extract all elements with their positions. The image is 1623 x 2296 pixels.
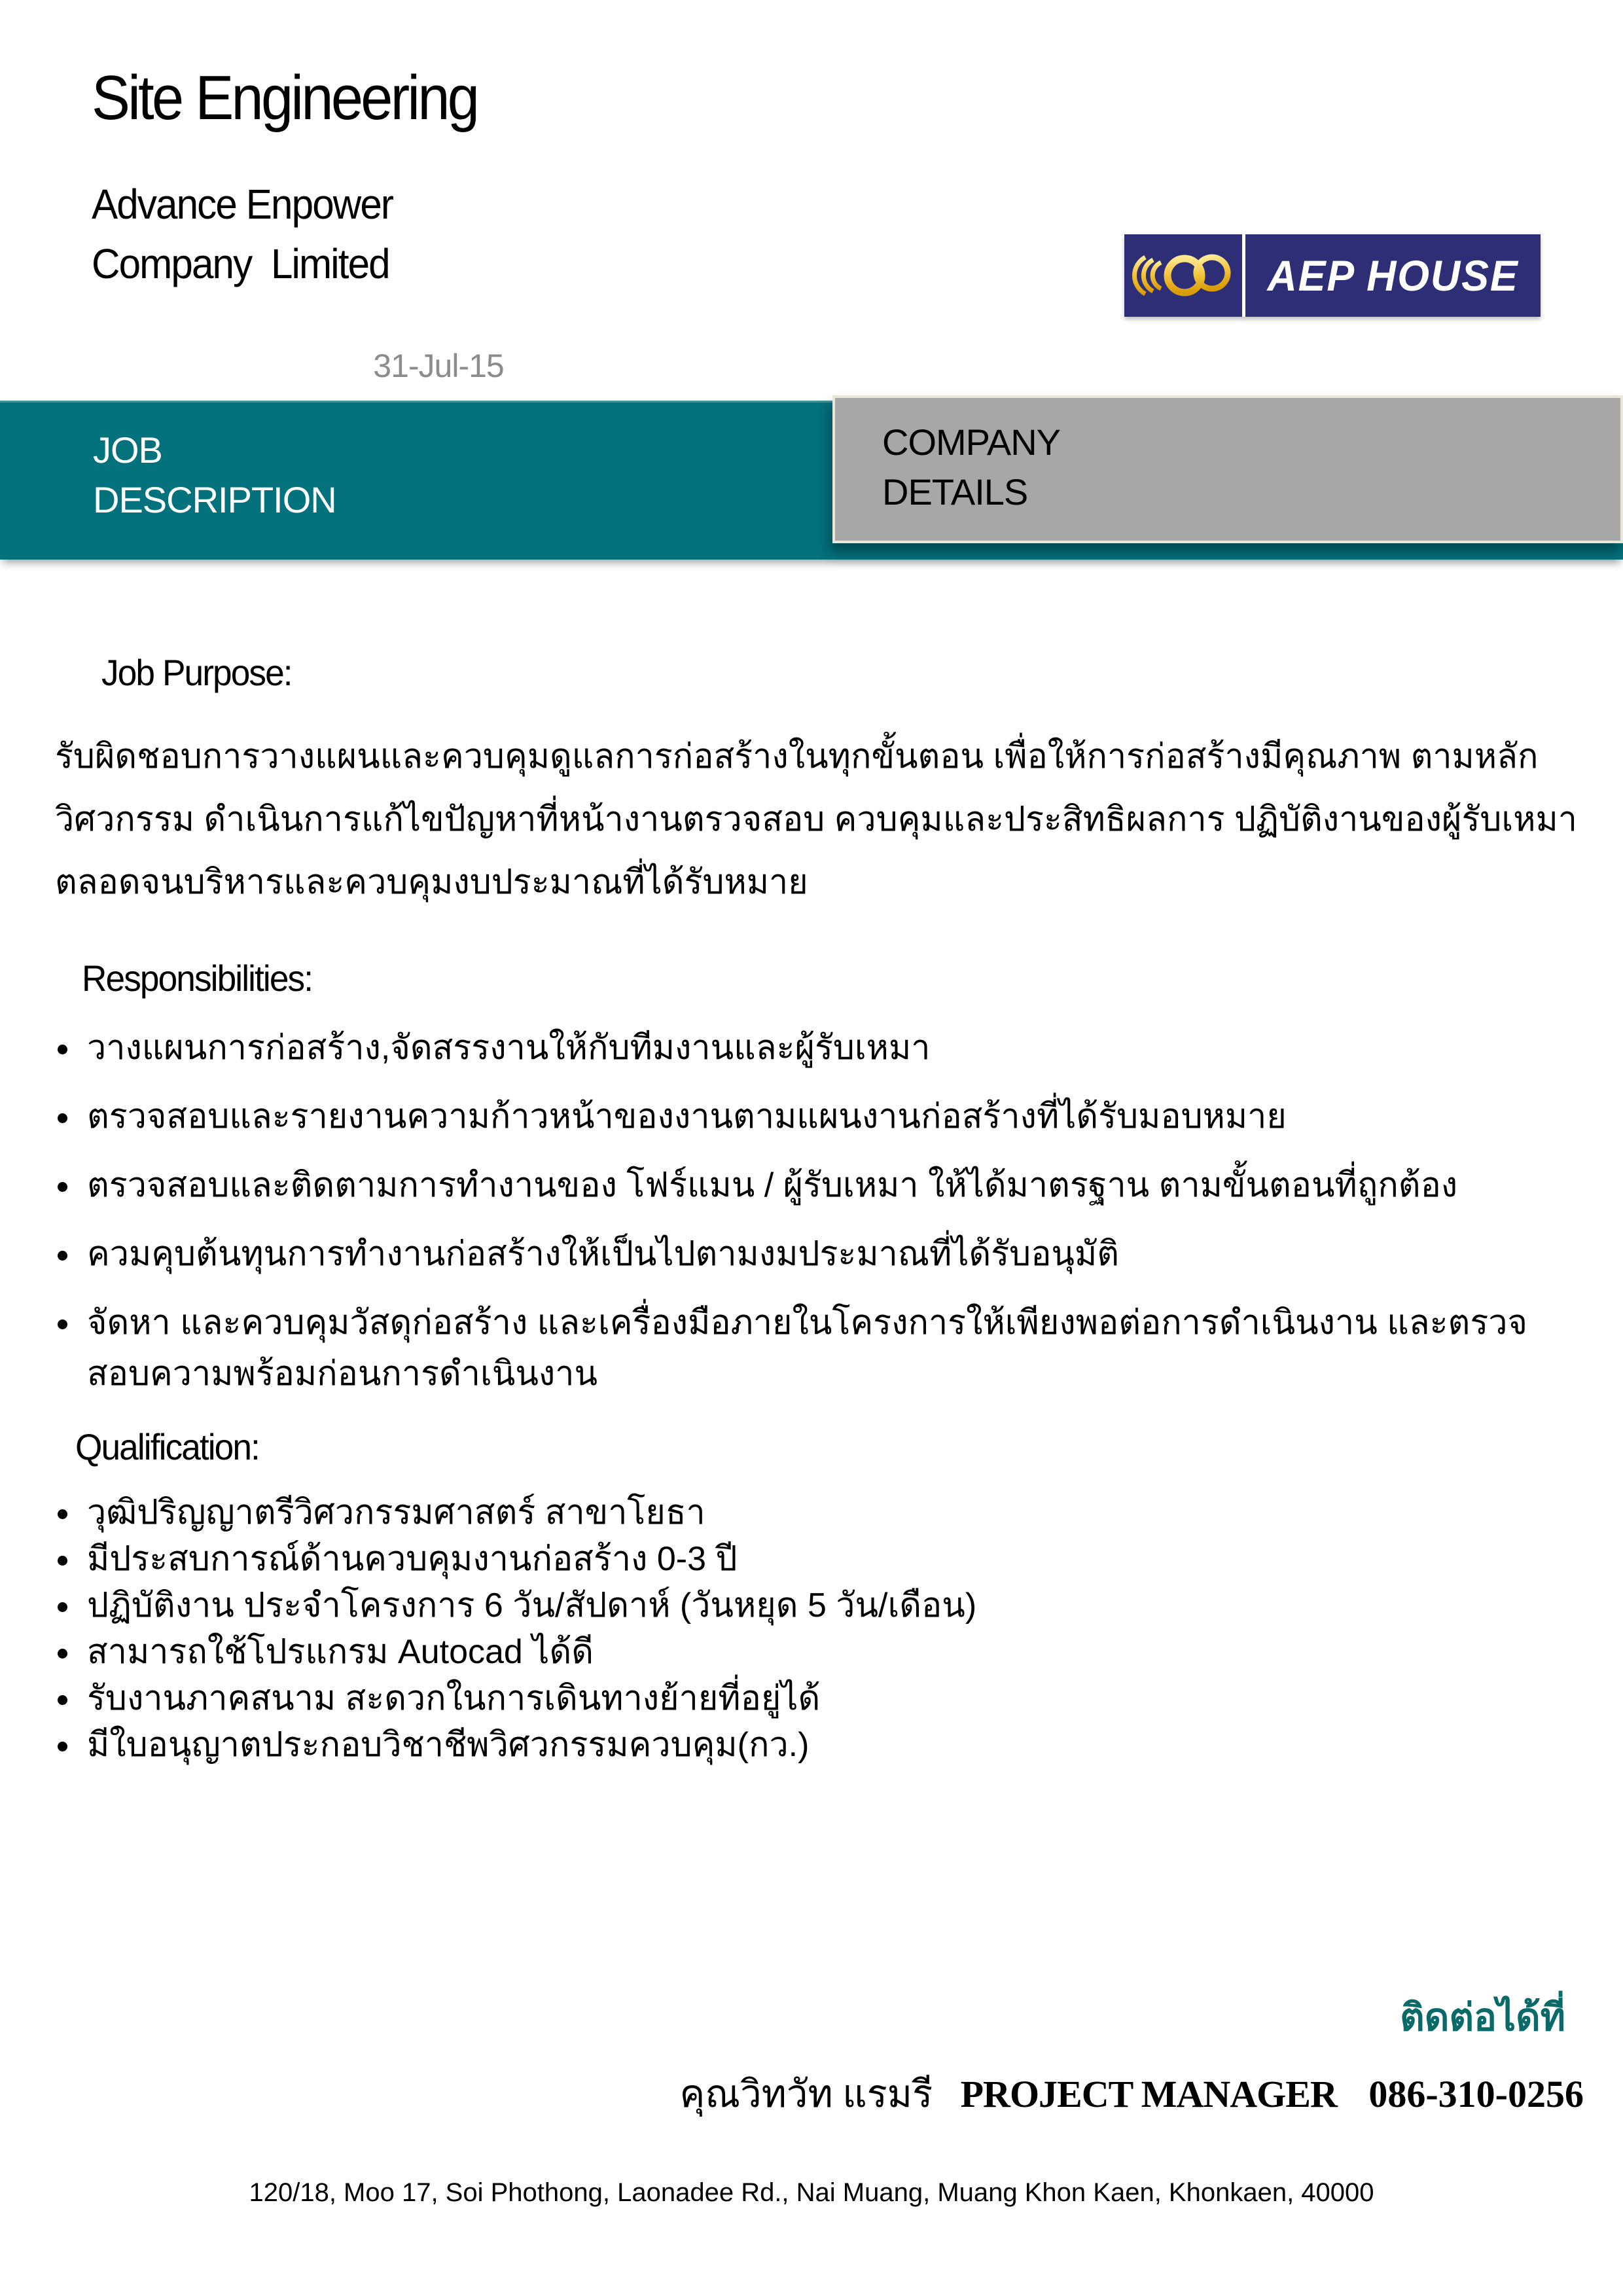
job-purpose-heading: Job Purpose: <box>101 652 292 693</box>
company-tab-line2: DETAILS <box>882 471 1028 512</box>
list-item: • ควมคุบต้นทุนการทำงานก่อสร้างให้เป็นไปตามงมประมาณที่ได้รับอนุมัติ <box>82 1229 1571 1280</box>
company-logo <box>1124 234 1541 317</box>
list-item: • รับงานภาคสนาม สะดวกในการเดินทางย้ายที่อยู่ได้ <box>82 1676 1571 1722</box>
qualification-heading: Qualification: <box>75 1426 259 1467</box>
list-item: • ตรวจสอบและรายงานความก้าวหน้าของงานตามแผนงานก่อสร้างที่ได้รับมอบหมาย <box>82 1091 1571 1142</box>
company-tab-line1: COMPANY <box>882 422 1060 463</box>
date-label: 31-Jul-15 <box>373 348 504 384</box>
job-tab-line2: DESCRIPTION <box>93 479 336 520</box>
qualification-list <box>0 1490 1571 1768</box>
page-title: Site Engineering <box>92 63 478 133</box>
list-item: • ตรวจสอบและติดตามการทำงานของ โฟร์แมน / ผู้รับเหมา ให้ได้มาตรฐาน ตามขั้นตอนที่ถูกต้อง <box>82 1160 1571 1211</box>
company-name <box>92 175 486 294</box>
logo-divider <box>1242 234 1245 317</box>
job-purpose-text: รับผิดชอบการวางแผนและควบคุมดูแลการก่อสร้างในทุกขั้นตอน เพื่อให้การก่อสร้างมีคุณภาพ ตามหลักวิศวกรรม ดำเนินการแก้ไขปัญหาที่หน้างานตรวจสอบ ควบคุมและประสิทธิผลการ ปฏิบัติงานของผู้รับเหมา ตลอดจนบริหารและควบคุมงบประมาณที่ได้รับหมาย <box>55 738 1577 901</box>
contact-role: PROJECT MANAGER <box>960 2073 1337 2115</box>
company-name-line1: Advance Enpower <box>92 181 393 228</box>
contact-line <box>679 2063 1584 2124</box>
title-block <box>92 62 510 294</box>
contact-phone: 086-310-0256 <box>1368 2073 1584 2115</box>
contact-heading: ติดต่อได้ที่ <box>1400 1996 1565 2039</box>
responsibilities-list <box>0 1022 1571 1417</box>
responsibilities-heading: Responsibilities: <box>82 958 313 999</box>
footer-address: 120/18, Moo 17, Soi Phothong, Laonadee Rd., Nai Muang, Muang Khon Kaen, Khonkaen, 40000 <box>249 2178 1374 2207</box>
list-item: • สามารถใช้โปรแกรม Autocad ได้ดี <box>82 1629 1571 1676</box>
list-item: • มีประสบการณ์ด้านควบคุมงานก่อสร้าง 0-3 ปี <box>82 1536 1571 1583</box>
job-tab-line1: JOB <box>93 429 162 471</box>
company-name-line2: Company Limited <box>92 240 389 287</box>
contact-name: คุณวิทวัท แรมรี <box>679 2073 933 2115</box>
list-item: • ปฏิบัติงาน ประจำโครงการ 6 วัน/สัปดาห์ (วันหยุด 5 วัน/เดือน) <box>82 1583 1571 1629</box>
list-item: • วุฒิปริญญาตรีวิศวกรรมศาสตร์ สาขาโยธา <box>82 1490 1571 1536</box>
list-item: • วางแผนการก่อสร้าง,จัดสรรงานให้กับทีมงานและผู้รับเหมา <box>82 1022 1571 1073</box>
company-details-label <box>835 398 1620 517</box>
company-details-tab <box>832 395 1623 543</box>
infinity-icon <box>1124 234 1242 317</box>
logo-text: AEP HOUSE <box>1267 251 1519 300</box>
list-item: • มีใบอนุญาตประกอบวิชาชีพวิศวกรรมควบคุม(กว.) <box>82 1722 1571 1768</box>
list-item: • จัดหา และควบคุมวัสดุก่อสร้าง และเครื่องมือภายในโครงการให้เพียงพอต่อการดำเนินงาน และตรวจสอบความพร้อมก่อนการดำเนินงาน <box>82 1297 1571 1399</box>
